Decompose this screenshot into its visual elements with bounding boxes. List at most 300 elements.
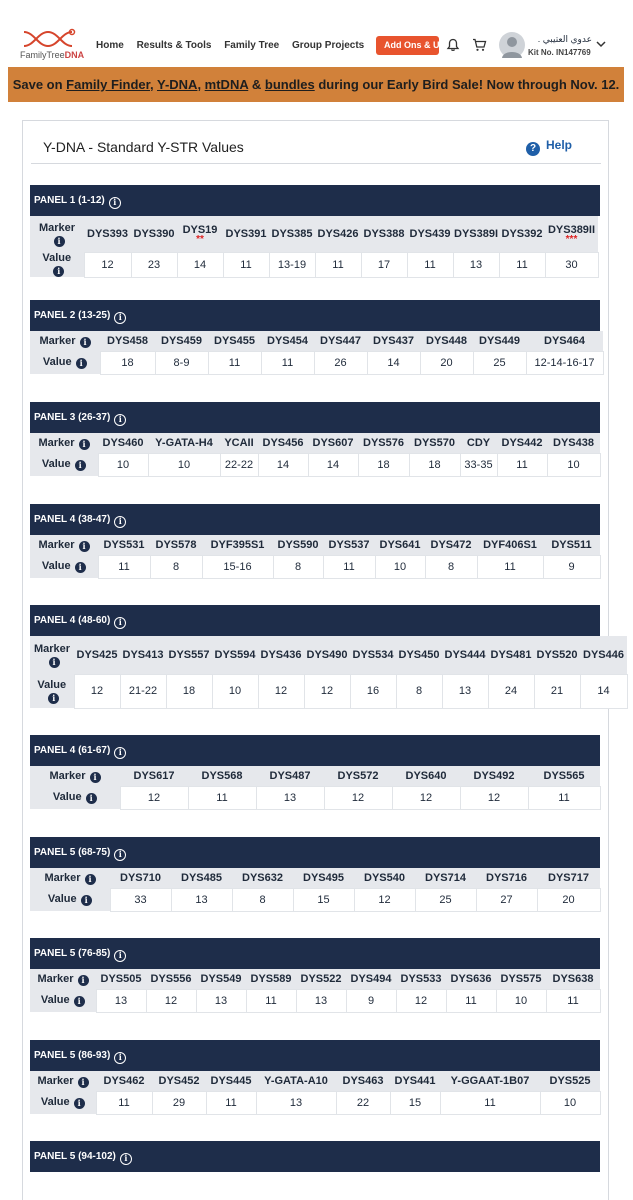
marker-name: [499, 216, 545, 252]
marker-name: [74, 636, 120, 674]
marker-text: DYS425: [76, 648, 118, 661]
info-icon[interactable]: i: [78, 975, 89, 986]
marker-name: [534, 636, 580, 674]
marker-name: [446, 969, 496, 989]
nav-group-projects[interactable]: Group Projects: [292, 40, 365, 51]
marker-text: DYS455: [214, 334, 255, 347]
marker-text: Y-GGAAT-1B07: [450, 1074, 530, 1087]
info-icon[interactable]: i: [78, 1077, 89, 1088]
panel: [30, 938, 600, 1013]
info-icon[interactable]: i: [75, 562, 86, 573]
ystr-table: [30, 1071, 601, 1115]
marker-text: DYS632: [242, 871, 283, 884]
info-icon[interactable]: i: [49, 657, 60, 668]
panel-header: [30, 402, 600, 433]
marker-text: DYS450: [398, 648, 440, 661]
ystr-table: [30, 331, 604, 375]
marker-name: [308, 433, 358, 453]
marker-value: 29: [152, 1091, 206, 1114]
ystr-table: [30, 868, 601, 912]
marker-name: [442, 636, 488, 674]
info-icon[interactable]: i: [85, 874, 96, 885]
marker-value: 15: [293, 888, 354, 911]
info-icon[interactable]: i: [80, 337, 91, 348]
marker-name: [496, 969, 546, 989]
marker-text: DYS525: [549, 1074, 591, 1087]
marker-text: DYS549: [200, 972, 242, 985]
panel: [30, 735, 600, 810]
panel-header: [30, 735, 600, 766]
marker-value: 33: [110, 888, 171, 911]
marker-label: Marker: [38, 221, 76, 234]
marker-row: [30, 331, 603, 351]
panel-header: [30, 185, 600, 216]
marker-text: DYS393: [87, 227, 128, 240]
info-icon[interactable]: i: [114, 1052, 126, 1064]
marker-value: 13: [171, 888, 232, 911]
marker-row: [30, 535, 600, 555]
marker-text: DYS446: [583, 648, 624, 661]
marker-text: DYS511: [551, 538, 592, 551]
marker-text: DYS487: [269, 769, 311, 782]
marker-name: [580, 636, 627, 674]
marker-text: DYS390: [133, 227, 175, 240]
banner-sep: ,: [149, 77, 157, 92]
info-icon[interactable]: i: [74, 996, 85, 1007]
info-icon[interactable]: i: [114, 414, 126, 426]
marker-value: 22: [336, 1091, 390, 1114]
info-icon[interactable]: i: [114, 516, 126, 528]
ystr-table: [30, 433, 601, 477]
marker-value: 18: [409, 453, 460, 476]
marker-value: 12: [258, 674, 304, 708]
info-icon[interactable]: i: [74, 1098, 85, 1109]
marker-name: [256, 766, 324, 786]
marker-name: [350, 636, 396, 674]
info-icon[interactable]: i: [75, 460, 86, 471]
panel-header: [30, 605, 600, 636]
marker-text: DYS392: [501, 227, 543, 240]
marker-text: DYS441: [394, 1074, 436, 1087]
marker-text: YCAII: [224, 436, 254, 449]
marker-value: 13-19: [269, 252, 315, 277]
panel-title: PANEL 5 (76-85): [34, 948, 111, 959]
panel-title: PANEL 5 (86-93): [34, 1050, 111, 1061]
marker-value: 22-22: [220, 453, 258, 476]
marker-text: DYS449: [479, 334, 520, 347]
marker-value: 11: [261, 351, 314, 374]
marker-value: 14: [580, 674, 627, 708]
marker-text: DYS522: [300, 972, 342, 985]
banner-link-mtdna[interactable]: mtDNA: [204, 77, 249, 92]
marker-name: [98, 535, 150, 555]
marker-name: [354, 868, 415, 888]
marker-name: [473, 331, 526, 351]
marker-name: [488, 636, 534, 674]
marker-value: 11: [323, 555, 375, 578]
marker-value: 8: [425, 555, 477, 578]
bell-icon[interactable]: [446, 38, 460, 52]
marker-value: 10: [540, 1091, 600, 1114]
value-row: [30, 555, 600, 578]
marker-text: DYS444: [444, 648, 486, 661]
marker-name: [131, 216, 177, 252]
marker-value: 12-14-16-17: [526, 351, 603, 374]
marker-value: 12: [460, 786, 528, 809]
marker-text: DYS589: [250, 972, 292, 985]
nav-results-tools[interactable]: Results & Tools: [136, 40, 212, 51]
marker-value: 24: [488, 674, 534, 708]
banner-sep: ,: [197, 77, 205, 92]
marker-value: 20: [420, 351, 473, 374]
marker-name: [477, 535, 543, 555]
marker-value: 11: [497, 453, 547, 476]
marker-value: 10: [547, 453, 600, 476]
info-icon[interactable]: i: [54, 236, 65, 247]
marker-text: DYS576: [363, 436, 404, 449]
banner-lead: Save on: [12, 77, 67, 92]
help-button[interactable]: [526, 138, 572, 156]
value-row: [30, 453, 600, 476]
marker-text: DYS448: [426, 334, 467, 347]
marker-name: [407, 216, 453, 252]
value-row: [30, 351, 603, 374]
marker-text: DYS445: [210, 1074, 252, 1087]
info-icon[interactable]: i: [76, 358, 87, 369]
marker-name: [396, 636, 442, 674]
marker-name: [146, 969, 196, 989]
value-row: [30, 989, 600, 1012]
marker-value: 27: [476, 888, 537, 911]
marker-text: DYS462: [103, 1074, 145, 1087]
marker-text: DYS464: [544, 334, 585, 347]
marker-text: DYS495: [303, 871, 344, 884]
marker-text: DYS454: [267, 334, 308, 347]
value-label: Value: [47, 893, 77, 905]
info-icon[interactable]: i: [79, 439, 90, 450]
marker-text: DYS481: [490, 648, 532, 661]
marker-text: DYS388: [363, 227, 405, 240]
info-icon[interactable]: i: [109, 197, 121, 209]
marker-name: [324, 766, 392, 786]
divider: [31, 163, 601, 164]
banner-sep: &: [248, 77, 265, 92]
marker-name: [460, 766, 528, 786]
marker-value: 12: [84, 252, 131, 277]
marker-name: [392, 766, 460, 786]
info-icon[interactable]: i: [81, 895, 92, 906]
main-nav: [96, 40, 374, 51]
marker-text: DYS460: [102, 436, 144, 449]
marker-name: [196, 969, 246, 989]
marker-value: 12: [392, 786, 460, 809]
marker-name: [420, 331, 473, 351]
marker-value: 25: [473, 351, 526, 374]
marker-name: [425, 535, 477, 555]
marker-value: 11: [499, 252, 545, 277]
marker-text: DYS19: [182, 223, 218, 236]
info-icon[interactable]: i: [114, 849, 126, 861]
marker-name: [367, 331, 420, 351]
cart-icon[interactable]: [472, 38, 487, 52]
panel: [30, 1141, 600, 1172]
logo-text-dna: DNA: [64, 50, 85, 60]
user-avatar-icon: [499, 32, 525, 58]
user-name[interactable]: عدوي العتيبي .: [537, 34, 592, 44]
banner-link-ydna[interactable]: Y-DNA: [156, 77, 198, 92]
marker-name: [155, 331, 208, 351]
info-icon[interactable]: i: [114, 950, 126, 962]
marker-name: [528, 766, 600, 786]
marker-name: [315, 216, 361, 252]
marker-label: Marker: [39, 334, 76, 347]
marker-name: [258, 433, 308, 453]
marker-value: 8: [232, 888, 293, 911]
marker-text: DYS385: [271, 227, 313, 240]
panel: [30, 1040, 600, 1115]
marker-name: [526, 331, 603, 351]
marker-name: [323, 535, 375, 555]
marker-value: 12: [146, 989, 196, 1012]
panel: [30, 300, 600, 375]
marker-value: 11: [477, 555, 543, 578]
marker-label: Marker: [33, 642, 71, 655]
marker-text: DYF395S1: [210, 538, 265, 551]
marker-name: [547, 433, 600, 453]
value-label: Value: [37, 678, 67, 691]
marker-row: [30, 868, 600, 888]
marker-row: [30, 766, 600, 786]
marker-name: [460, 433, 497, 453]
marker-text: DYS389II: [547, 223, 596, 236]
ystr-table: [30, 216, 599, 278]
help-icon: ?: [526, 142, 540, 156]
value-label: Value: [40, 1096, 70, 1108]
marker-text: DYS439: [409, 227, 451, 240]
info-icon[interactable]: i: [114, 312, 126, 324]
banner-link-family-finder[interactable]: Family Finder: [66, 77, 150, 92]
marker-value: 12: [396, 989, 446, 1012]
ystr-table: [30, 766, 601, 810]
marker-name: [415, 868, 476, 888]
marker-value: 21-22: [120, 674, 166, 708]
marker-row: [30, 1071, 600, 1091]
marker-text: DYS463: [342, 1074, 384, 1087]
marker-text: DYS640: [405, 769, 447, 782]
marker-value: 11: [528, 786, 600, 809]
marker-text: DYS568: [201, 769, 243, 782]
marker-value: 11: [98, 555, 150, 578]
panel-title: PANEL 4 (48-60): [34, 615, 111, 626]
info-icon[interactable]: i: [48, 693, 59, 704]
marker-name: [296, 969, 346, 989]
marker-label: Marker: [49, 769, 86, 782]
info-icon[interactable]: i: [53, 266, 64, 277]
marker-note-stars: ***: [565, 233, 578, 245]
marker-value: 11: [546, 989, 600, 1012]
panel: [30, 837, 600, 912]
marker-text: DYS452: [158, 1074, 200, 1087]
marker-name: [208, 331, 261, 351]
marker-name: [220, 433, 258, 453]
marker-value: 23: [131, 252, 177, 277]
marker-text: DYS442: [501, 436, 543, 449]
sale-banner: [8, 67, 624, 102]
marker-name: [537, 868, 600, 888]
marker-value: 14: [308, 453, 358, 476]
marker-label: Marker: [38, 436, 75, 449]
marker-label: Marker: [38, 538, 75, 551]
panel-title: PANEL 4 (38-47): [34, 514, 111, 525]
marker-row: [30, 969, 600, 989]
marker-name: [120, 636, 166, 674]
marker-name: [476, 868, 537, 888]
marker-name: [409, 433, 460, 453]
nav-family-tree[interactable]: Family Tree: [224, 40, 280, 51]
panel-title: PANEL 5 (94-102): [34, 1151, 116, 1162]
marker-name: [212, 636, 258, 674]
marker-name: [540, 1071, 600, 1091]
banner-link-bundles[interactable]: bundles: [264, 77, 315, 92]
marker-value: 12: [354, 888, 415, 911]
marker-name: [336, 1071, 390, 1091]
marker-name: [314, 331, 367, 351]
marker-label: Marker: [44, 871, 81, 884]
info-icon[interactable]: i: [120, 1153, 132, 1165]
panel: [30, 185, 600, 278]
marker-value: 9: [346, 989, 396, 1012]
info-icon[interactable]: i: [90, 772, 101, 783]
marker-value: 13: [196, 989, 246, 1012]
marker-name: [98, 433, 148, 453]
marker-name: [152, 1071, 206, 1091]
marker-value: 11: [446, 989, 496, 1012]
marker-value: 11: [440, 1091, 540, 1114]
marker-text: DYS490: [306, 648, 348, 661]
marker-value: 14: [177, 252, 223, 277]
marker-name: [206, 1071, 256, 1091]
marker-note-stars: **: [196, 233, 204, 245]
marker-name: [545, 216, 598, 252]
marker-text: Y-GATA-A10: [264, 1074, 328, 1087]
marker-name: [100, 331, 155, 351]
marker-label: Marker: [37, 1074, 74, 1087]
panel-title: PANEL 1 (1-12): [34, 195, 105, 206]
marker-name: [110, 868, 171, 888]
marker-value: 10: [375, 555, 425, 578]
marker-name: [177, 216, 223, 252]
chevron-down-icon[interactable]: [596, 41, 606, 48]
marker-value: 8: [150, 555, 202, 578]
marker-name: [258, 636, 304, 674]
marker-value: 14: [367, 351, 420, 374]
marker-text: DYS505: [100, 972, 142, 985]
marker-value: 15-16: [202, 555, 273, 578]
marker-value: 11: [206, 1091, 256, 1114]
marker-text: DYS590: [277, 538, 319, 551]
marker-value: 18: [358, 453, 409, 476]
marker-text: DYS716: [486, 871, 527, 884]
marker-text: DYS617: [133, 769, 175, 782]
marker-name: [304, 636, 350, 674]
ystr-table: [30, 636, 628, 709]
marker-text: DYS533: [400, 972, 442, 985]
marker-name: [232, 868, 293, 888]
info-icon[interactable]: i: [114, 617, 126, 629]
marker-text: DYS594: [214, 648, 256, 661]
marker-text: DYS485: [181, 871, 222, 884]
marker-value: 18: [166, 674, 212, 708]
marker-text: CDY: [466, 436, 491, 449]
panel-header: [30, 1040, 600, 1071]
marker-value: 16: [350, 674, 396, 708]
marker-name: [96, 969, 146, 989]
value-row: [30, 674, 627, 708]
marker-value: 18: [100, 351, 155, 374]
dna-helix-icon: [22, 28, 76, 50]
marker-name: [396, 969, 446, 989]
marker-text: DYS570: [414, 436, 455, 449]
marker-value: 10: [212, 674, 258, 708]
marker-name: [223, 216, 269, 252]
marker-name: [202, 535, 273, 555]
page-title: Y-DNA - Standard Y-STR Values: [43, 139, 244, 155]
marker-name: [261, 331, 314, 351]
info-icon[interactable]: i: [79, 541, 90, 552]
marker-text: DYS391: [225, 227, 267, 240]
marker-text: DYS437: [373, 334, 414, 347]
marker-value: 12: [120, 786, 188, 809]
marker-name: [361, 216, 407, 252]
marker-value: 13: [453, 252, 499, 277]
marker-text: DYS540: [364, 871, 405, 884]
marker-text: DYS531: [103, 538, 145, 551]
info-icon[interactable]: i: [86, 793, 97, 804]
marker-text: DYS492: [473, 769, 515, 782]
familytreedna-logo[interactable]: [20, 28, 90, 64]
value-row: [30, 888, 600, 911]
avatar[interactable]: [499, 32, 525, 58]
panel-title: PANEL 3 (26-37): [34, 412, 111, 423]
nav-home[interactable]: Home: [96, 40, 124, 51]
marker-value: 10: [496, 989, 546, 1012]
marker-text: DYS456: [262, 436, 304, 449]
marker-value: 12: [324, 786, 392, 809]
add-ons-upgrades-button[interactable]: Add Ons & Upgrades: [376, 36, 439, 55]
marker-name: [84, 216, 131, 252]
info-icon[interactable]: i: [114, 747, 126, 759]
marker-value: 8: [396, 674, 442, 708]
kit-number: Kit No. IN147769: [528, 48, 591, 57]
marker-name: [440, 1071, 540, 1091]
panel-header: [30, 1141, 600, 1172]
panel-header: [30, 938, 600, 969]
marker-name: [171, 868, 232, 888]
help-label: Help: [546, 138, 573, 152]
marker-text: DYS557: [168, 648, 210, 661]
value-row: [30, 1091, 600, 1114]
marker-row: [30, 636, 627, 674]
marker-name: [375, 535, 425, 555]
marker-text: DYS447: [320, 334, 361, 347]
marker-value: 13: [296, 989, 346, 1012]
marker-text: DYS537: [328, 538, 370, 551]
marker-value: 11: [96, 1091, 152, 1114]
marker-value: 9: [543, 555, 600, 578]
marker-label: Marker: [37, 972, 74, 985]
marker-text: DYS413: [122, 648, 164, 661]
marker-text: DYS534: [352, 648, 394, 661]
